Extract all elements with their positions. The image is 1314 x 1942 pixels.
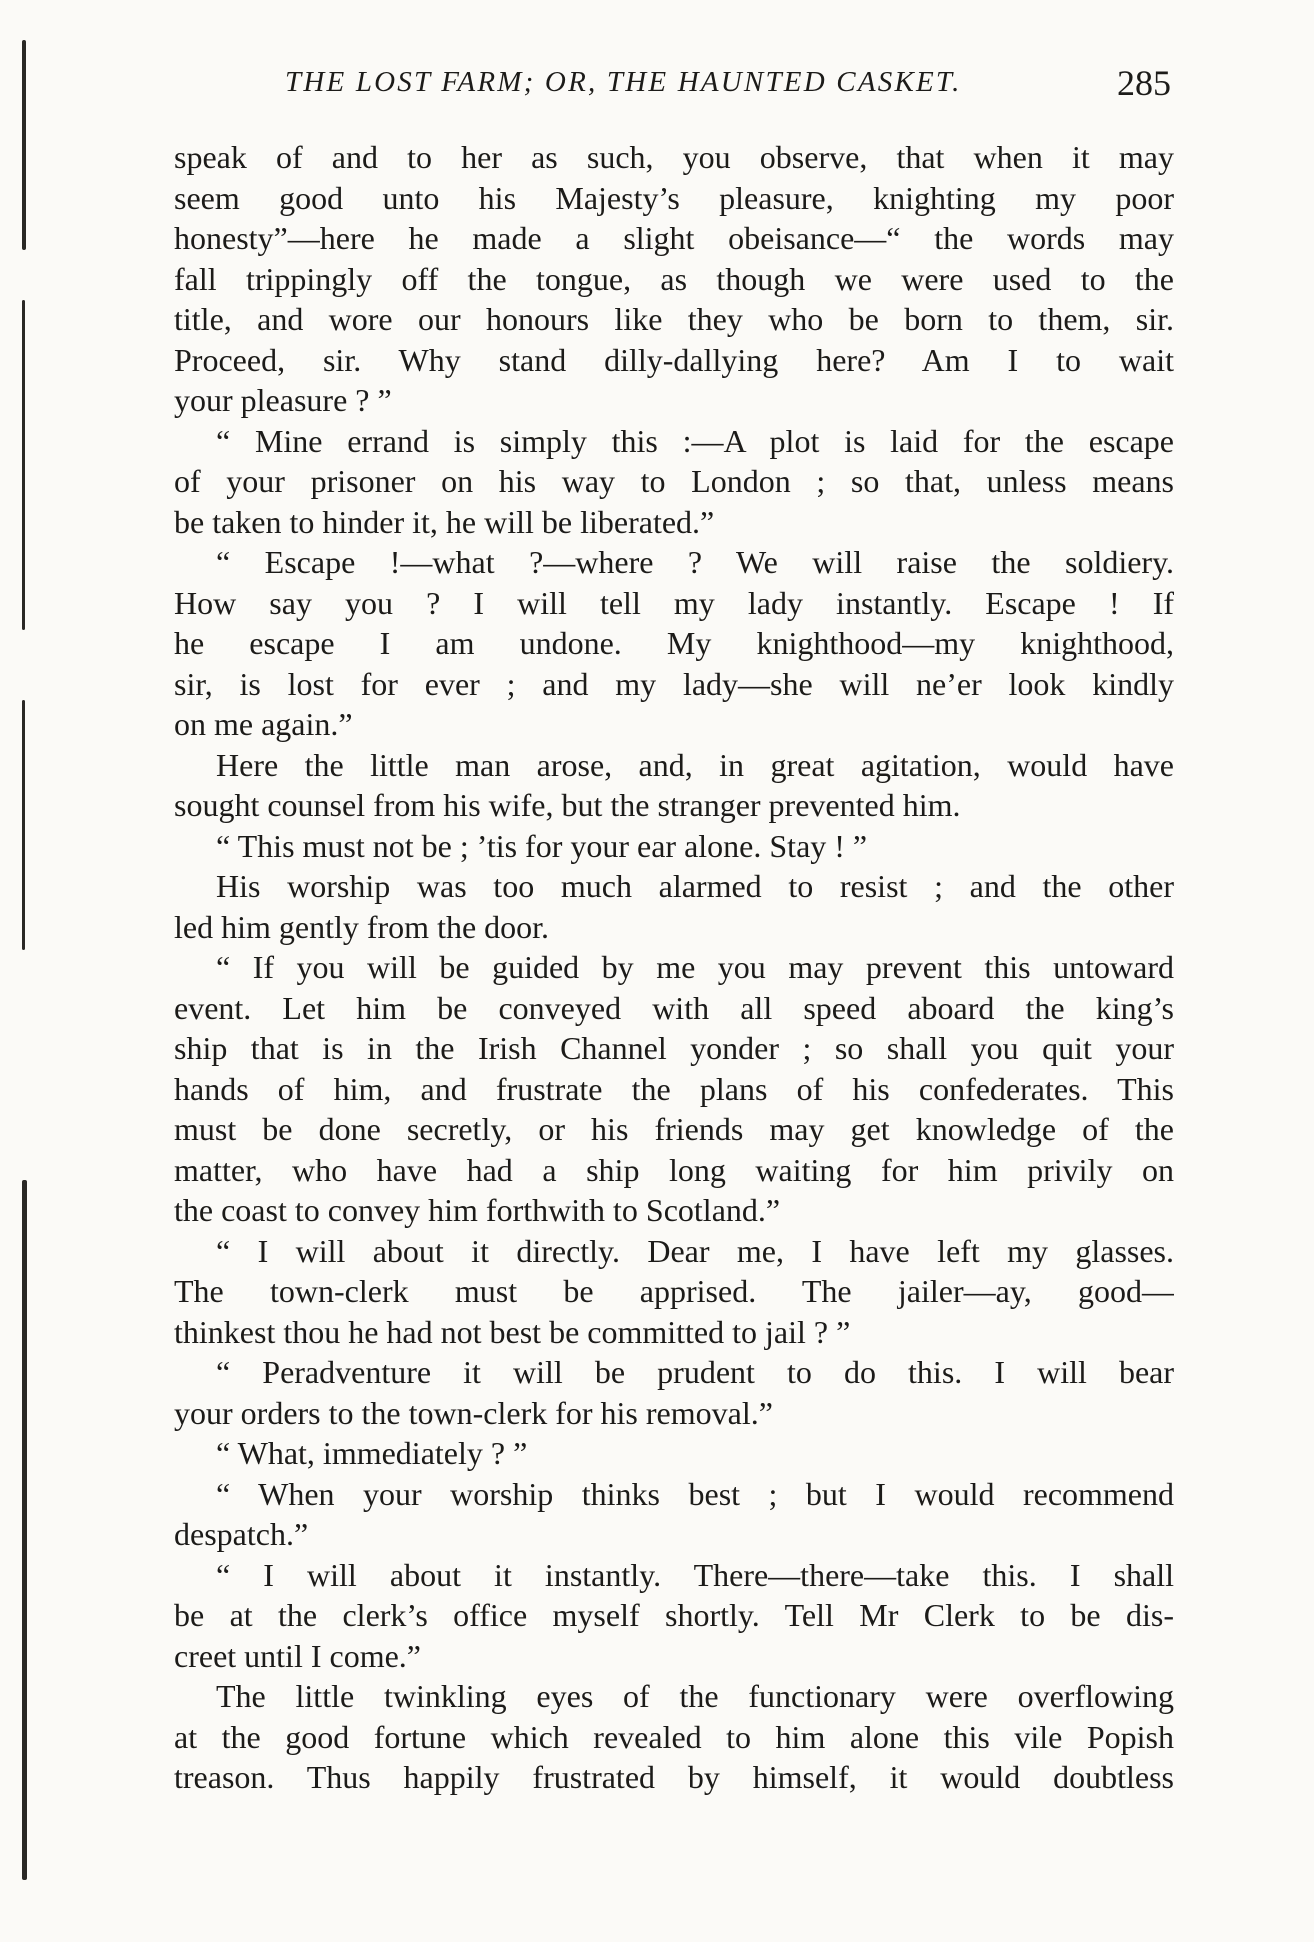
text-line: be at the clerk’s office myself shortly. Tell Mr Clerk to be dis- — [174, 1597, 1174, 1633]
text-line: title, and wore our honours like they who be born to them, sir. — [174, 301, 1174, 337]
text-line: “ Escape !—what ?—where ? We will raise the soldiery. — [216, 544, 1174, 580]
text-line: honesty”—here he made a slight obeisance—“ the words may — [174, 220, 1174, 256]
body-text — [174, 137, 1174, 1798]
text-line: event. Let him be conveyed with all speed aboard the king’s — [174, 989, 1174, 1026]
text-line: The town-clerk must be apprised. The jailer—ay, good— — [174, 1273, 1174, 1309]
text-line: “ This must not be ; ’tis for your ear alone. Stay ! ” — [216, 827, 868, 864]
text-line: on me again.” — [174, 706, 353, 742]
text-line: led him gently from the door. — [174, 908, 550, 945]
text-line: How say you ? I will tell my lady instantly. Escape ! If — [174, 584, 1174, 621]
text-line: His worship was too much alarmed to resist ; and the other — [216, 868, 1174, 904]
page-number: 285 — [1117, 63, 1171, 103]
text-line: Proceed, sir. Why stand dilly-dallying here? Am I to wait — [174, 341, 1174, 378]
text-line: your pleasure ? ” — [174, 382, 392, 418]
text-line: “ What, immediately ? ” — [216, 1435, 528, 1471]
text-line: Here the little man arose, and, in great agitation, would have — [216, 746, 1174, 783]
page-binding-edge — [22, 700, 25, 950]
running-title: THE LOST FARM; OR, THE HAUNTED CASKET. — [285, 66, 962, 98]
text-line: hands of him, and frustrate the plans of his confederates. This — [174, 1070, 1174, 1107]
text-line: “ I will about it directly. Dear me, I have left my glasses. — [216, 1232, 1174, 1269]
text-line: “ Peradventure it will be prudent to do this. I will bear — [216, 1354, 1174, 1390]
text-line: despatch.” — [174, 1516, 309, 1552]
page-binding-edge — [22, 1180, 27, 1880]
text-line: must be done secretly, or his friends may get knowledge of the — [174, 1111, 1174, 1147]
text-line: The little twinkling eyes of the functionary were overflowing — [216, 1678, 1174, 1714]
text-line: ship that is in the Irish Channel yonder ; so shall you quit your — [174, 1030, 1174, 1066]
text-line: the coast to convey him forthwith to Scotland.” — [174, 1192, 781, 1228]
text-line: “ When your worship thinks best ; but I would recommend — [216, 1475, 1174, 1512]
text-line: “ If you will be guided by me you may prevent this untoward — [216, 949, 1174, 985]
text-line: speak of and to her as such, you observe, that when it may — [174, 139, 1174, 175]
text-line: he escape I am undone. My knighthood—my knighthood, — [174, 625, 1174, 661]
text-line: seem good unto his Majesty’s pleasure, knighting my poor — [174, 179, 1174, 216]
text-line: fall trippingly off the tongue, as though we were used to the — [174, 260, 1174, 297]
text-line: treason. Thus happily frustrated by himself, it would doubtless — [174, 1759, 1174, 1795]
text-line: “ I will about it instantly. There—there—take this. I shall — [216, 1556, 1174, 1593]
text-line: sir, is lost for ever ; and my lady—she will ne’er look kindly — [174, 665, 1174, 702]
text-line: your orders to the town-clerk for his removal.” — [174, 1394, 773, 1431]
page-binding-edge — [22, 300, 25, 630]
text-line: “ Mine errand is simply this :—A plot is laid for the escape — [216, 422, 1174, 459]
text-line: matter, who have had a ship long waiting for him privily on — [174, 1151, 1174, 1188]
text-line: sought counsel from his wife, but the stranger prevented him. — [174, 787, 961, 823]
text-line: of your prisoner on his way to London ; so that, unless means — [174, 463, 1174, 499]
text-line: at the good fortune which revealed to him alone this vile Popish — [174, 1718, 1174, 1755]
text-line: be taken to hinder it, he will be liberated.” — [174, 503, 715, 540]
text-line: thinkest thou he had not best be committed to jail ? ” — [174, 1313, 851, 1350]
running-header — [285, 63, 1185, 106]
text-line: creet until I come.” — [174, 1637, 421, 1674]
page-binding-edge — [22, 40, 26, 250]
